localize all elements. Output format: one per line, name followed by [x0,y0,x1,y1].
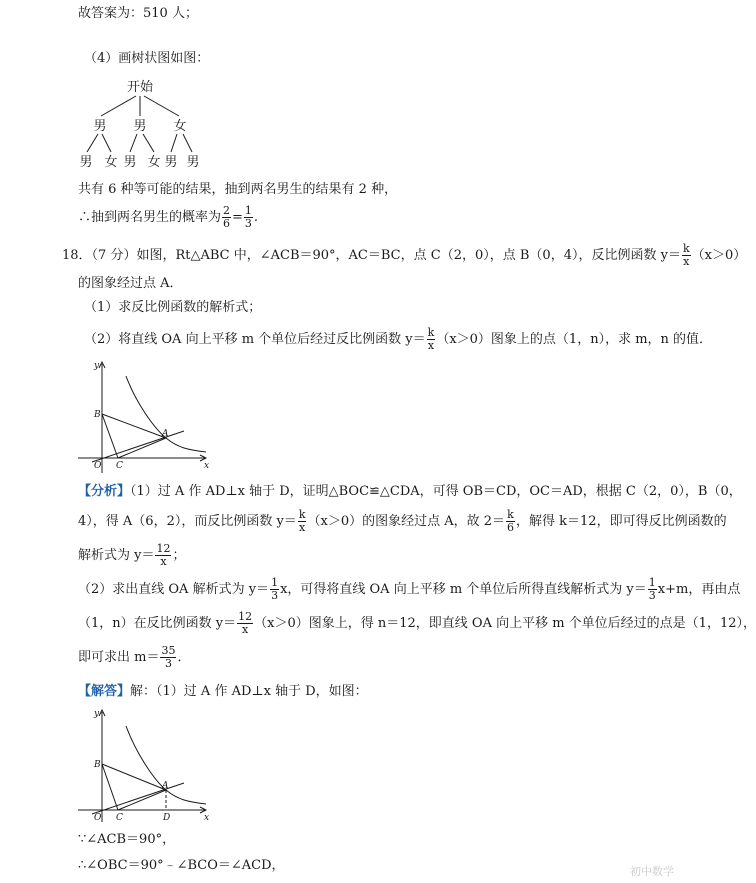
tree-diagram [74,76,224,171]
probability-line: ∴抽到两名男生的概率为 $\frac{2}{6}$ = $\frac{1}{3}$ . [78,204,259,230]
tree-root: 开始 [126,80,154,95]
figure-1 [74,358,214,476]
point-a-label: A [162,429,169,439]
tree-l2: 男 [186,155,200,170]
x-axis-label: x [204,813,210,823]
fraction: $\frac{k}{x}$ [682,242,690,268]
analysis-line-5: （1，n）在反比例函数 y＝ $\frac{12}{x}$ （x＞0）图象上，得 n＝12，即直线 OA 向上平移 m 个单位后经过的点是（1，12）， [78,610,756,636]
tree-l2: 女 [147,155,161,170]
fraction: $\frac{12}{x}$ [156,542,171,568]
point-a-label: A [162,781,169,791]
fraction: $\frac{2}{6}$ [223,204,231,230]
point-b-label: B [94,410,101,420]
fraction: $\frac{1}{3}$ [271,576,279,602]
x-axis-label: x [204,461,210,471]
analysis-line-1: 【分析】（1）过 A 作 AD⊥x 轴于 D，证明△BOC≌△CDA，可得 OB＝CD，OC＝AD，根据 C（2，0），B（0， [78,484,742,499]
tree-l2: 男 [123,155,137,170]
point-c-label: C [116,461,123,471]
fraction: $\frac{1}{3}$ [648,576,656,602]
point-b-label: B [94,760,101,770]
fraction: $\frac{k}{x}$ [427,326,435,352]
fraction: $\frac{1}{3}$ [244,204,252,230]
point-d-label: D [163,813,171,823]
solution-step-2: ∴∠OBC＝90°﹣∠BCO＝∠ACD， [78,858,285,873]
tree-l1: 男 [133,119,147,134]
tree-l1: 女 [173,119,187,134]
analysis-line-6: 即可求出 m＝ $\frac{35}{3}$ ． [78,644,191,670]
analysis-tag: 【分析】 [78,484,131,499]
y-axis-label: y [94,361,100,371]
tree-l1: 男 [93,119,107,134]
fraction: $\frac{k}{x}$ [298,508,306,534]
fraction: $\frac{35}{3}$ [161,644,176,670]
tree-l2: 女 [104,155,118,170]
origin-label: O [94,813,102,823]
y-axis-label: y [94,709,100,719]
analysis-line-2: 4），得 A（6，2），而反比例函数 y＝ $\frac{k}{x}$ （x＞0）的图象经过点 A，故 2＝ $\frac{k}{6}$ ，解得 k＝12，即可得反比例函数的 [78,508,727,534]
tree-l2: 男 [164,155,178,170]
sub-question-2: （2）将直线 OA 向上平移 m 个单位后经过反比例函数 y＝ $\frac{k}{x}$ （x＞0）图象上的点（1，n），求 m，n 的值． [84,326,713,352]
fraction: $\frac{k}{6}$ [507,508,515,534]
answer-line: 故答案为：510 人； [78,6,198,21]
figure-2 [74,706,214,826]
outcome-count: 共有 6 种等可能的结果，抽到两名男生的结果有 2 种， [78,182,398,197]
origin-label: O [94,461,102,471]
solution-step-1: ∵∠ACB＝90°， [78,832,176,847]
question-18: 18．（7 分）如图，Rt△ABC 中，∠ACB＝90°，AC＝BC，点 C（2，0），点 B（0，4），反比例函数 y＝ $\frac{k}{x}$ （x＞0） [62,242,747,268]
solution-line-1: 【解答】解：（1）过 A 作 AD⊥x 轴于 D，如图： [78,684,368,699]
analysis-line-4: （2）求出直线 OA 解析式为 y＝ $\frac{1}{3}$ x，可得将直线 OA 向上平移 m 个单位后所得直线解析式为 y＝ $\frac{1}{3}$ x+m，再由点 [78,576,741,602]
fraction: $\frac{12}{x}$ [238,610,253,636]
solution-tag: 【解答】 [78,684,131,699]
question-18-cont: 的图象经过点 A． [78,276,183,291]
watermark: 初中数学 [630,865,674,878]
sub-question-1: （1）求反比例函数的解析式； [84,300,262,315]
tree-l2: 男 [79,155,93,170]
analysis-line-3: 解析式为 y＝ $\frac{12}{x}$ ； [78,542,186,568]
tree-intro: （4）画树状图如图： [84,51,210,66]
point-c-label: C [116,813,123,823]
